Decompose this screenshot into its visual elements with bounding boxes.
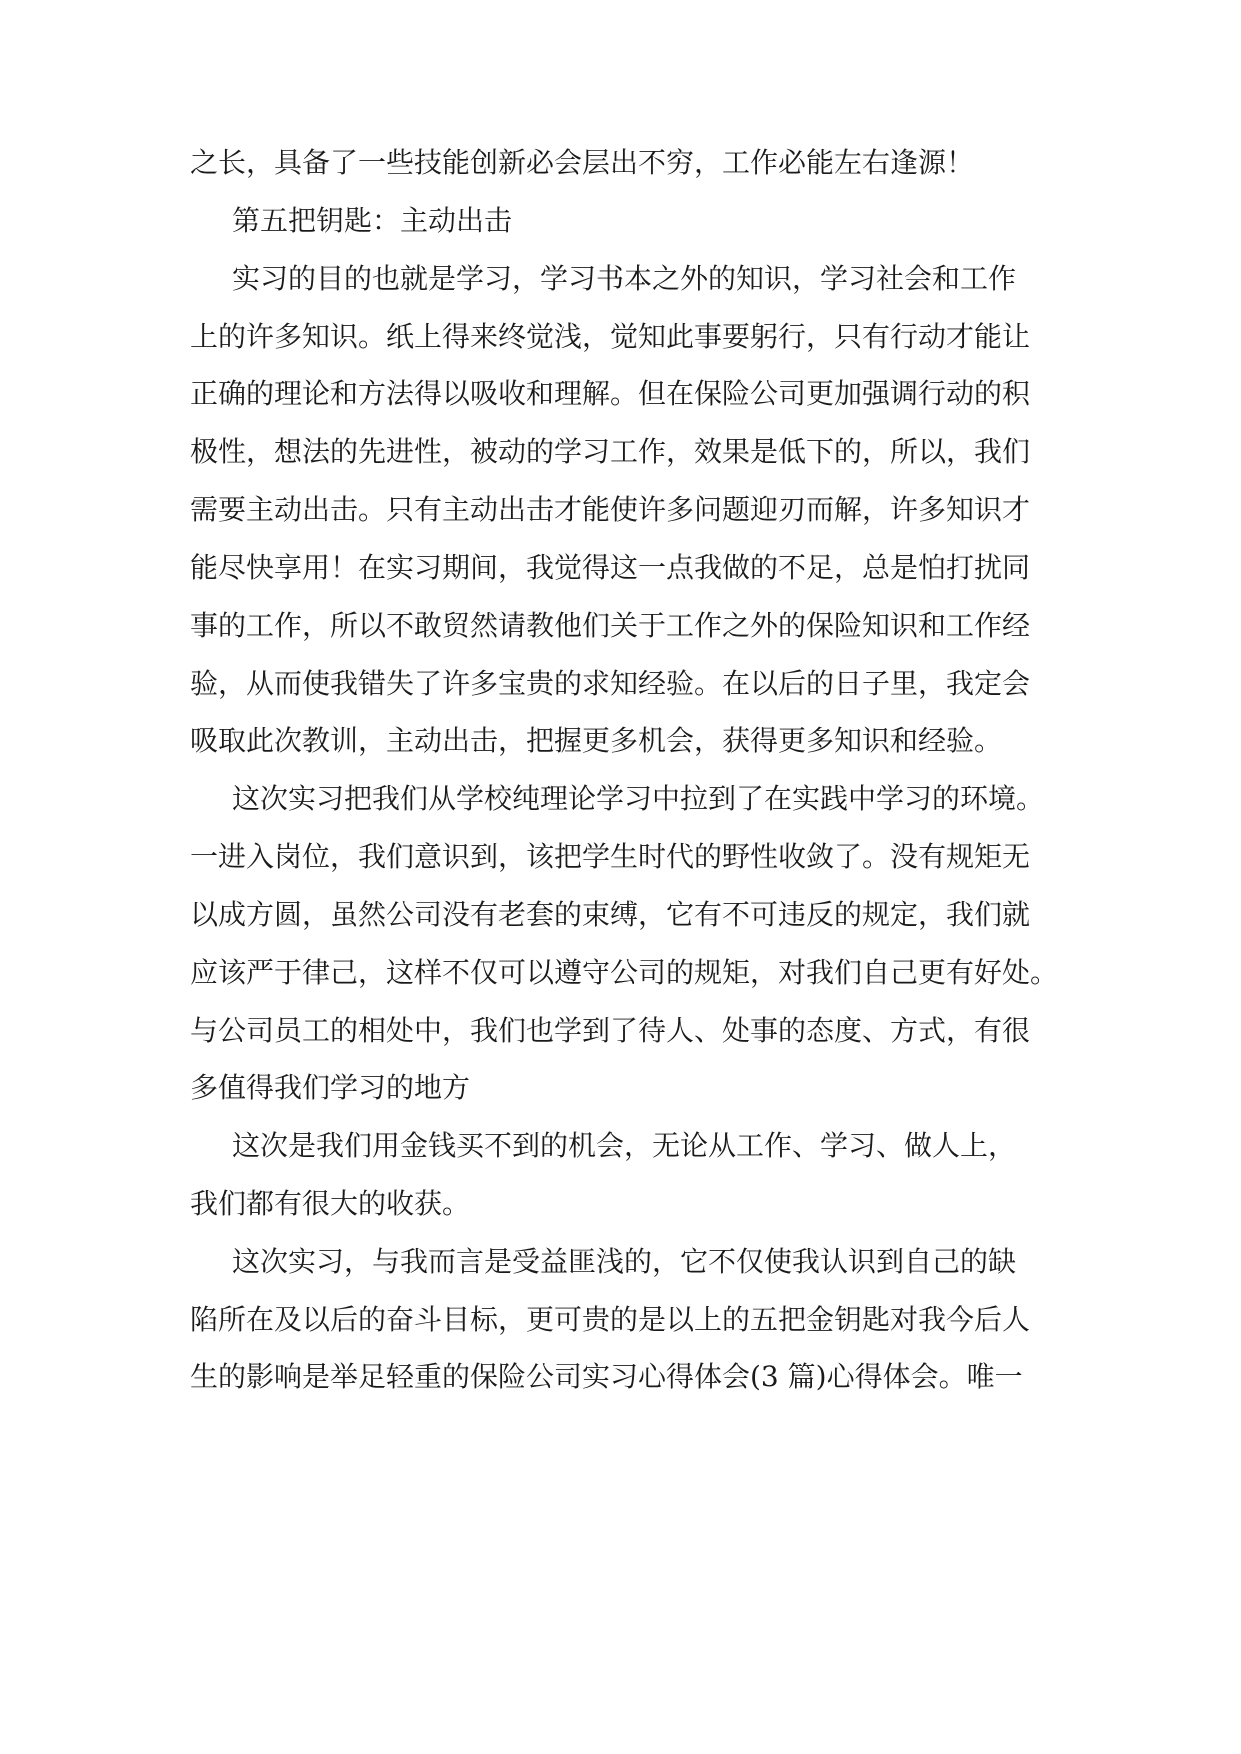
text-line-7: 需要主动出击。只有主动出击才能使许多问题迎刃而解，许多知识才 <box>190 493 1031 526</box>
text-line-14: 以成方圆，虽然公司没有老套的束缚，它有不可违反的规定，我们就 <box>190 898 1031 931</box>
text-line-5: 正确的理论和方法得以吸收和理解。但在保险公司更加强调行动的积 <box>190 377 1031 410</box>
text-line-12: 这次实习把我们从学校纯理论学习中拉到了在实践中学习的环境。 <box>232 782 1045 815</box>
text-line-4: 上的许多知识。纸上得来终觉浅，觉知此事要躬行，只有行动才能让 <box>190 320 1031 353</box>
text-line-21: 陷所在及以后的奋斗目标，更可贵的是以上的五把金钥匙对我今后人 <box>190 1303 1031 1336</box>
text-line-17: 多值得我们学习的地方 <box>190 1071 471 1104</box>
text-line-16: 与公司员工的相处中，我们也学到了待人、处事的态度、方式，有很 <box>190 1014 1031 1047</box>
text-line-3: 实习的目的也就是学习，学习书本之外的知识，学习社会和工作 <box>232 262 1017 295</box>
text-line-20: 这次实习，与我而言是受益匪浅的，它不仅使我认识到自己的缺 <box>232 1245 1017 1278</box>
text-line-15: 应该严于律己，这样不仅可以遵守公司的规矩，对我们自己更有好处。 <box>190 956 1059 989</box>
text-line-11: 吸取此次教训，主动出击，把握更多机会，获得更多知识和经验。 <box>190 724 1003 757</box>
text-line-19: 我们都有很大的收获。 <box>190 1187 471 1220</box>
section-heading-key-five: 第五把钥匙：主动出击 <box>232 204 513 237</box>
text-line-13: 一进入岗位，我们意识到，该把学生时代的野性收敛了。没有规矩无 <box>190 840 1031 873</box>
text-line-6: 极性，想法的先进性，被动的学习工作，效果是低下的，所以，我们 <box>190 435 1031 468</box>
text-line-18: 这次是我们用金钱买不到的机会，无论从工作、学习、做人上， <box>232 1129 1017 1162</box>
text-line-22: 生的影响是举足轻重的保险公司实习心得体会(3 篇)心得体会。唯一 <box>190 1360 1023 1393</box>
text-line-9: 事的工作，所以不敢贸然请教他们关于工作之外的保险知识和工作经 <box>190 609 1031 642</box>
text-line-1: 之长，具备了一些技能创新必会层出不穷，工作必能左右逢源！ <box>190 146 975 179</box>
text-line-8: 能尽快享用！在实习期间，我觉得这一点我做的不足，总是怕打扰同 <box>190 551 1031 584</box>
text-line-10: 验，从而使我错失了许多宝贵的求知经验。在以后的日子里，我定会 <box>190 667 1031 700</box>
